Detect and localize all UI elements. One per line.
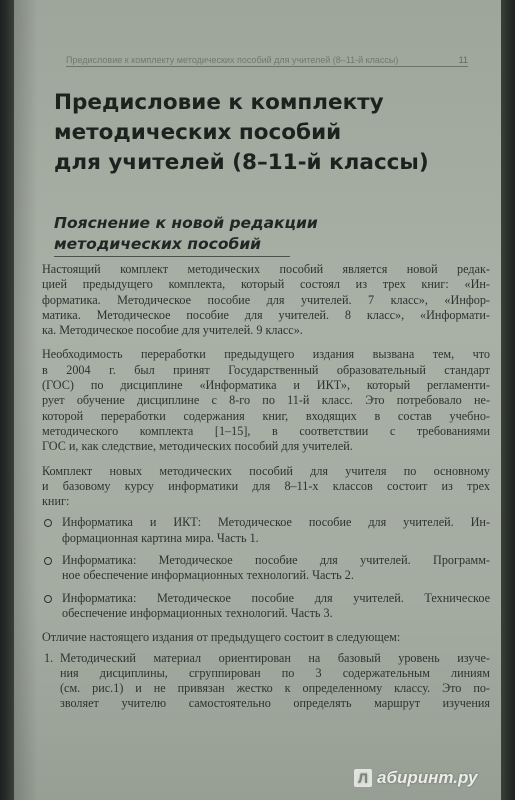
text-line: и базовому курсу информатики для 8–11-х классов состоит из трех — [42, 478, 490, 493]
text-line: Информатика: Методическое пособие для учителей. Техническое — [62, 590, 490, 605]
text-line: Настоящий комплект методических пособий является новой редак- — [42, 262, 490, 276]
book-page — [14, 0, 501, 800]
list-item — [42, 591, 490, 622]
text-line: Информатика: Методическое пособие для учителей. Программ- — [62, 553, 490, 568]
background-left-edge — [0, 0, 14, 800]
text-line: обеспечение информационных технологий. Часть 3. — [62, 605, 333, 620]
bullet-circle-icon — [44, 519, 52, 527]
text-line: ГОС и, как следствие, методических пособий для учителей. — [42, 439, 353, 454]
numbered-list-item — [42, 651, 490, 712]
paragraph-composition — [42, 464, 490, 510]
text-line: которой переработки содержания книг, входящих в состав учебно- — [42, 408, 490, 423]
text-line: Методический материал ориентирован на базовый уровень изуче- — [60, 650, 490, 665]
list-item — [42, 553, 490, 584]
text-line: ка. Методическое пособие для учителей. 9 класс». — [42, 323, 303, 338]
text-line: матика. Методическое пособие для учителей. 8 класс», «Информати- — [42, 307, 490, 322]
text-line: формационная картина мира. Часть 1. — [62, 530, 259, 545]
text-line: рует обучение дисциплине с 8-го по 11-й класс. Это потребовало не- — [42, 393, 490, 408]
watermark-logo-icon: Л — [354, 769, 372, 787]
chapter-title-line: для учителей (8–11-й классы) — [54, 150, 429, 175]
running-head-text: Предисловие к комплекту методических пособий для учителей (8–11-й классы) — [66, 55, 399, 65]
text-line: ния дисциплины, сгруппирован по 3 содержательным линиям — [60, 665, 490, 680]
text-line: книг: — [42, 494, 70, 509]
text-line: Необходимость переработки предыдущего издания вызвана тем, что — [42, 347, 490, 362]
page-gutter-shadow — [14, 0, 38, 800]
text-line: зволяет учителю самостоятельно определять маршрут изучения — [60, 696, 490, 711]
chapter-title-line: Предисловие к комплекту — [54, 90, 384, 115]
text-line: (см. рис.1) и не привязан жестко к определенному классу. Это по- — [60, 681, 490, 696]
text-line: форматика. Методическое пособие для учителей. 7 класс», «Инфор- — [42, 292, 490, 307]
page-number: 11 — [458, 55, 468, 65]
chapter-title — [54, 88, 434, 178]
text-line: методического комплекта [1–15], в соответствии с требованиями — [42, 423, 490, 438]
text-line: ное обеспечение информационных технологий. Часть 2. — [62, 568, 354, 583]
background-right-edge — [501, 0, 515, 800]
section-title-line: Пояснение к новой редакции — [54, 214, 318, 232]
paragraph-reason — [42, 347, 490, 454]
chapter-title-line: методических пособий — [54, 120, 342, 145]
running-head — [66, 54, 468, 67]
list-number: 1. — [44, 650, 54, 665]
text-line: цией предыдущего комплекта, который состоял из трех книг: «Ин- — [42, 277, 490, 292]
watermark-text: абиринт.ру — [377, 768, 478, 787]
watermark — [354, 768, 477, 788]
paragraph-differences — [42, 630, 490, 645]
text-line: Отличие настоящего издания от предыдущего состоит в следующем: — [42, 630, 401, 645]
text-line: (ГОС) по дисциплине «Информатика и ИКТ», который регламенти- — [42, 378, 490, 393]
list-item — [42, 515, 490, 546]
bullet-circle-icon — [44, 595, 52, 603]
text-line: Комплект новых методических пособий для учителя по основному — [42, 463, 490, 478]
text-line: Информатика и ИКТ: Методическое пособие для учителей. Ин- — [62, 515, 490, 530]
section-title — [54, 213, 434, 255]
body-text — [42, 262, 490, 712]
section-title-line: методических пособий — [54, 235, 262, 253]
section-title-underline — [54, 256, 290, 257]
paragraph-intro — [42, 262, 490, 338]
text-line: в 2004 г. был принят Государственный образовательный стандарт — [42, 362, 490, 377]
bullet-circle-icon — [44, 557, 52, 565]
